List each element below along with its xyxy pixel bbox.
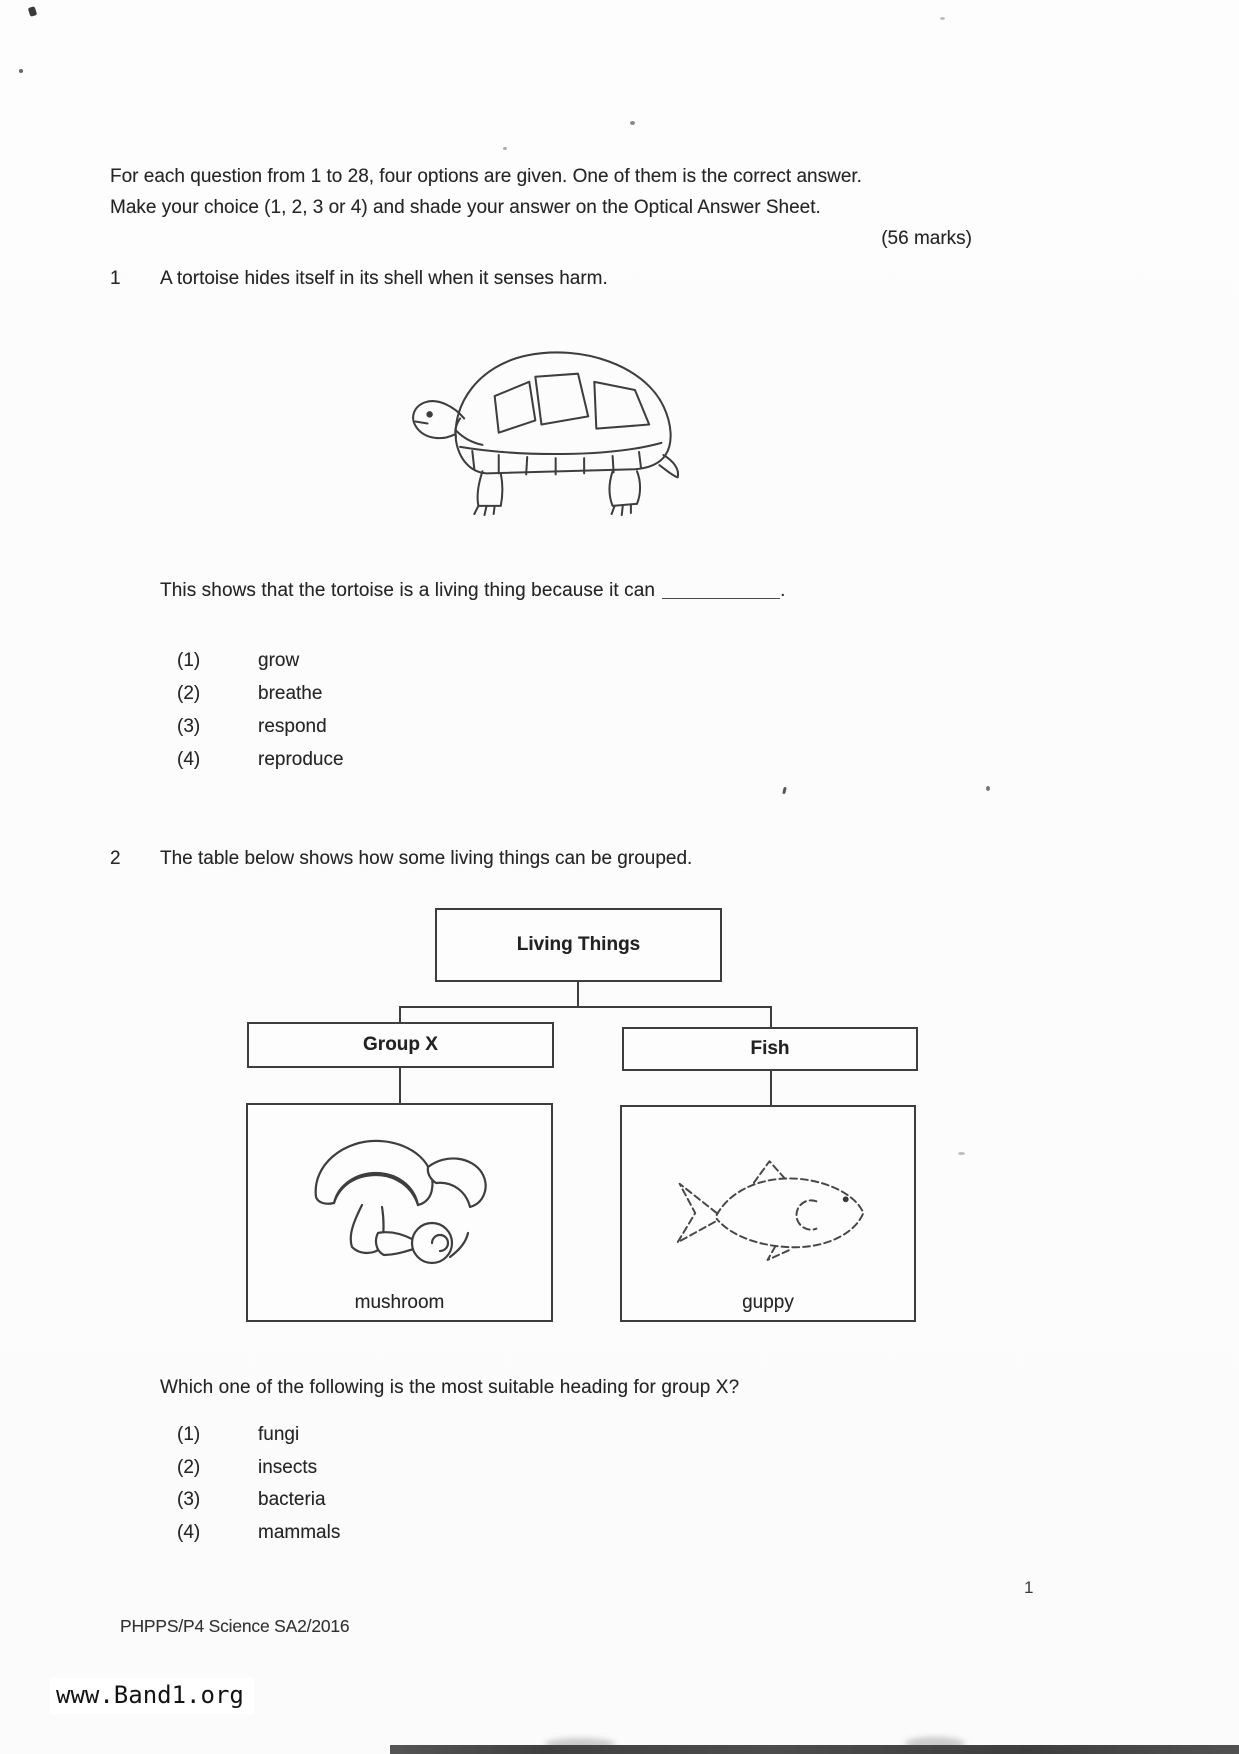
prompt-suffix: . (780, 580, 786, 601)
diagram-box-fish: Fish (622, 1027, 918, 1071)
option-label: breathe (258, 683, 323, 704)
option-label: reproduce (258, 749, 344, 770)
tortoise-line-drawing (393, 320, 698, 525)
scan-artifact (958, 1152, 965, 1155)
scan-artifact (28, 6, 37, 17)
option-label: grow (258, 650, 300, 671)
scan-artifact (782, 787, 787, 795)
question-2-prompt: Which one of the following is the most suitable heading for group X? (160, 1377, 740, 1398)
option-row (177, 1424, 299, 1446)
scan-artifact (940, 17, 945, 20)
option-row (177, 650, 299, 672)
connector-line (399, 1006, 772, 1008)
marks-allocation: (56 marks) (881, 228, 972, 249)
connector-line (770, 1071, 772, 1105)
answer-blank (662, 579, 780, 599)
question-1-prompt (160, 575, 785, 606)
instructions-line: Make your choice (1, 2, 3 or 4) and shade your answer on the Optical Answer Sheet. (110, 197, 821, 218)
question-1-number: 1 (110, 268, 121, 289)
option-number: (2) (177, 683, 201, 704)
footer-paper-code: PHPPS/P4 Science SA2/2016 (120, 1616, 350, 1636)
watermark-url: www.Band1.org (50, 1678, 254, 1714)
question-2-number: 2 (110, 848, 121, 869)
option-row (177, 1489, 326, 1511)
scan-artifact (630, 121, 635, 125)
option-number: (1) (177, 650, 201, 671)
option-row (177, 716, 327, 738)
connector-line (399, 1006, 401, 1023)
option-label: respond (258, 716, 327, 737)
option-row (177, 1457, 317, 1479)
exam-instructions (110, 161, 972, 254)
option-number: (4) (177, 749, 201, 770)
option-number: (1) (177, 1424, 201, 1445)
option-label: bacteria (258, 1489, 326, 1510)
option-number: (3) (177, 1489, 201, 1510)
option-number: (2) (177, 1457, 201, 1478)
diagram-box-living-things: Living Things (435, 908, 722, 982)
option-row (177, 1522, 340, 1544)
option-row (177, 683, 322, 705)
fish-eye (843, 1196, 849, 1202)
option-number: (3) (177, 716, 201, 737)
option-label: fungi (258, 1424, 300, 1445)
connector-line (770, 1006, 772, 1028)
instructions-line: For each question from 1 to 28, four options are given. One of them is the correct answer. (110, 166, 862, 187)
diagram-picture-box-guppy (620, 1105, 916, 1322)
connector-line (577, 982, 579, 1007)
scan-artifact (986, 786, 990, 791)
option-number: (4) (177, 1522, 201, 1543)
scan-artifact (19, 69, 23, 73)
picture-caption: mushroom (354, 1292, 445, 1313)
diagram-picture-box-mushroom (246, 1103, 553, 1322)
prompt-text: This shows that the tortoise is a living thing because it can (160, 580, 656, 601)
guppy-line-drawing (662, 1155, 877, 1275)
option-label: mammals (258, 1522, 341, 1543)
question-2-stem: The table below shows how some living things can be grouped. (160, 848, 693, 869)
question-1-stem: A tortoise hides itself in its shell when it senses harm. (160, 268, 608, 289)
scan-artifact (503, 147, 507, 150)
page-number: 1 (1024, 1578, 1034, 1597)
option-label: insects (258, 1457, 318, 1478)
scan-edge-bar (390, 1745, 1239, 1754)
connector-line (399, 1068, 401, 1103)
option-row (177, 749, 344, 771)
picture-caption: guppy (742, 1292, 794, 1313)
mushroom-line-drawing (300, 1127, 500, 1287)
diagram-box-group-x: Group X (247, 1022, 554, 1068)
